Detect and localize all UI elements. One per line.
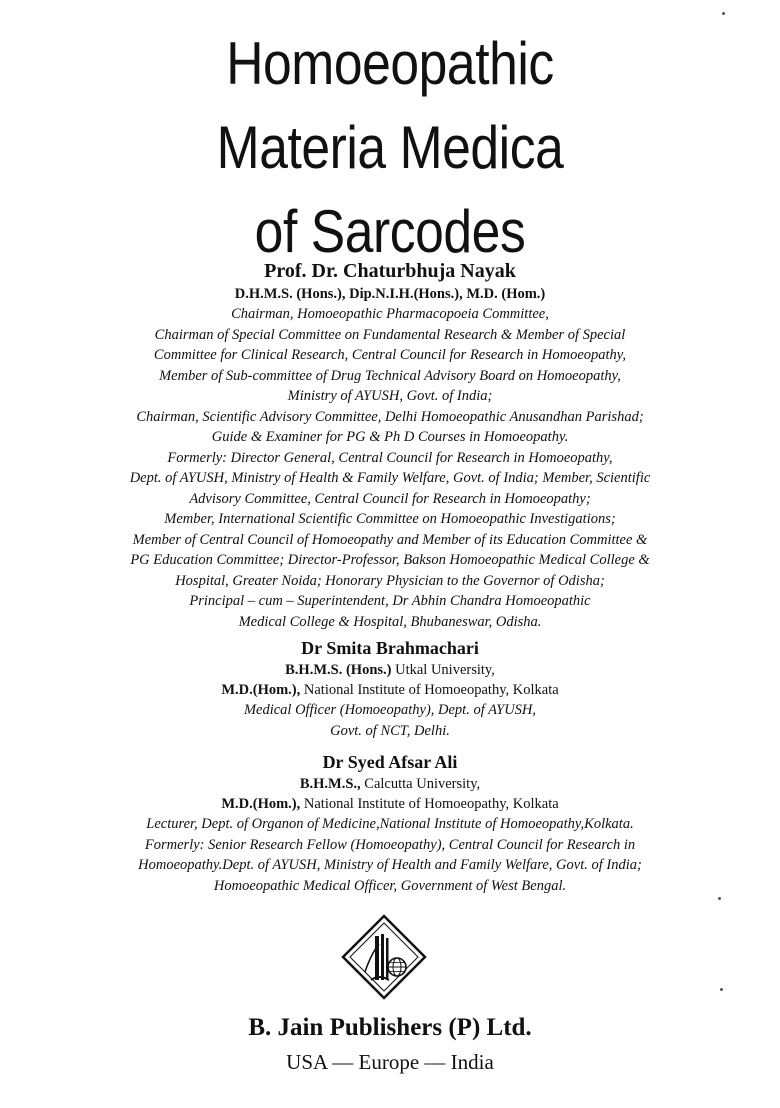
publisher-logo-icon bbox=[341, 914, 427, 1000]
author-block-ali bbox=[0, 750, 780, 896]
author-name: Dr Syed Afsar Ali bbox=[322, 752, 458, 772]
author-designation: Medical College & Hospital, Bhubaneswar, Odisha. bbox=[238, 613, 542, 630]
scan-speck bbox=[722, 12, 725, 15]
book-title bbox=[55, 22, 726, 274]
scan-speck bbox=[718, 897, 721, 900]
qualification-institution: National Institute of Homoeopathy, Kolkata bbox=[300, 796, 559, 812]
author-designation: Medical Officer (Homoeopathy), Dept. of AYUSH, bbox=[243, 702, 537, 718]
author-designation: Member of Sub-committee of Drug Technical Advisory Board on Homoeopathy, bbox=[159, 367, 621, 384]
qualification-institution: National Institute of Homoeopathy, Kolkata bbox=[300, 682, 559, 698]
book-title-line: of Sarcodes bbox=[254, 198, 526, 265]
author-block-brahmachari bbox=[0, 636, 780, 741]
author-designation: Homoeopathy.Dept. of AYUSH, Ministry of Health and Family Welfare, Govt. of India; bbox=[138, 857, 642, 873]
author-name: Dr Smita Brahmachari bbox=[301, 638, 479, 658]
author-designation: Chairman of Special Committee on Fundamental Research & Member of Special bbox=[154, 326, 626, 343]
qualification-degree: B.H.M.S. (Hons.) bbox=[285, 662, 392, 678]
qualification-institution: Utkal University, bbox=[391, 662, 495, 678]
author-designation: Lecturer, Dept. of Organon of Medicine,National Institute of Homoeopathy,Kolkata. bbox=[146, 816, 634, 832]
author-designation: Member of Central Council of Homoeopathy and Member of its Education Committee & bbox=[132, 531, 648, 548]
author-designation: PG Education Committee; Director-Professor, Bakson Homoeopathic Medical College & bbox=[130, 552, 650, 568]
author-designation: Advisory Committee, Central Council for Research in Homoeopathy; bbox=[189, 490, 591, 507]
author-designation: Guide & Examiner for PG & Ph D Courses in Homoeopathy. bbox=[211, 429, 569, 445]
author-qualification-line bbox=[0, 680, 780, 700]
author-designation: Dept. of AYUSH, Ministry of Health & Family Welfare, Govt. of India; Member, Scientific bbox=[129, 470, 651, 486]
author-designation: Member, International Scientific Committee on Homoeopathic Investigations; bbox=[164, 511, 616, 527]
author-qualification-line bbox=[0, 774, 780, 794]
author-designation: Formerly: Director General, Central Council for Research in Homoeopathy, bbox=[167, 449, 613, 466]
book-title-line: Materia Medica bbox=[216, 114, 564, 181]
author-name: Prof. Dr. Chaturbhuja Nayak bbox=[264, 260, 516, 282]
author-designation: Chairman, Scientific Advisory Committee, Delhi Homoeopathic Anusandhan Parishad; bbox=[136, 408, 644, 425]
author-designation: Homoeopathic Medical Officer, Government of West Bengal. bbox=[213, 877, 567, 894]
qualification-degree: B.H.M.S., bbox=[299, 776, 361, 792]
author-qualification-line bbox=[0, 660, 780, 680]
author-designation: Hospital, Greater Noida; Honorary Physician to the Governor of Odisha; bbox=[175, 572, 605, 589]
author-designation: Principal – cum – Superintendent, Dr Abhin Chandra Homoeopathic bbox=[189, 593, 591, 609]
author-designation: Committee for Clinical Research, Central Council for Research in Homoeopathy, bbox=[153, 347, 627, 363]
book-title-line: Homoeopathic bbox=[226, 30, 554, 97]
publisher-name: B. Jain Publishers (P) Ltd. bbox=[248, 1014, 532, 1041]
author-designation: Formerly: Senior Research Fellow (Homoeopathy), Central Council for Research in bbox=[144, 836, 636, 853]
qualification-degree: M.D.(Hom.), bbox=[221, 796, 301, 812]
qualification-degree: M.D.(Hom.), bbox=[221, 682, 301, 698]
author-qualifications: D.H.M.S. (Hons.), Dip.N.I.H.(Hons.), M.D. (Hom.) bbox=[234, 286, 546, 302]
qualification-institution: Calcutta University, bbox=[360, 776, 481, 792]
scan-speck bbox=[720, 988, 723, 991]
author-block-nayak bbox=[0, 258, 780, 632]
author-designation: Govt. of NCT, Delhi. bbox=[330, 722, 450, 739]
publisher-locations: USA — Europe — India bbox=[286, 1050, 494, 1074]
author-designation: Chairman, Homoeopathic Pharmacopoeia Committee, bbox=[231, 306, 549, 322]
author-designation: Ministry of AYUSH, Govt. of India; bbox=[287, 388, 493, 404]
author-qualification-line bbox=[0, 794, 780, 814]
